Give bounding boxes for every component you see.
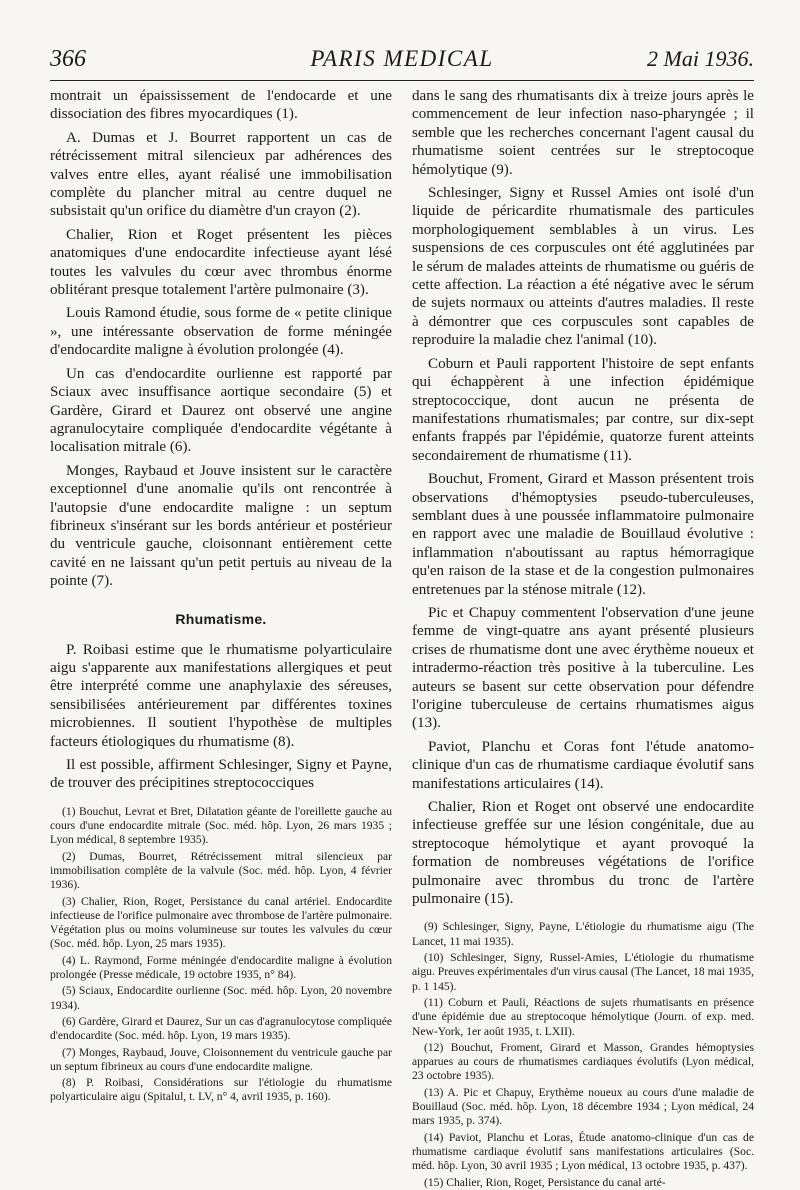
page-number: 366 <box>50 46 86 72</box>
body-paragraph: Chalier, Rion et Roget présentent les pièces anatomiques d'une endocardite infectieuse ayant lésé toutes les valvules du cœur avec thrombus énorme oblitérant presque totalement l'artère pulmonaire (3). <box>50 226 392 299</box>
body-paragraph: Coburn et Pauli rapportent l'histoire de sept enfants qui échappèrent à une infection épidémique streptococcique, dont aucun ne présenta de manifestations rhumatismales; par contre, sur dix-sept enfants frappés par l'épidémie, quatorze furent atteints secondairement de rhumatisme (11). <box>412 355 754 464</box>
issue-date: 2 Mai 1936. <box>647 46 754 71</box>
footnote: (5) Sciaux, Endocardite ourlienne (Soc. méd. hôp. Lyon, 20 novembre 1934). <box>50 984 392 1012</box>
body-paragraph: Schlesinger, Signy et Russel Amies ont isolé d'un liquide de péricardite rhumatismale des particules morphologiquement semblables à un virus. Les suspensions de ces corpuscules ont été agglutinées par le sérum de malades atteints de rhumatisme ou guéris de cette affection. La réaction a été négative avec le sérum de sujets normaux ou atteints d'autres maladies. Il reste à démontrer que ces corpuscules sont capables de reproduire la maladie chez l'animal (10). <box>412 185 754 349</box>
body-paragraph: Il est possible, affirment Schlesinger, Signy et Payne, de trouver des précipitines streptococciques <box>50 757 392 792</box>
footnote: (13) A. Pic et Chapuy, Erythème noueux au cours d'une maladie de Bouillaud (Soc. méd. hôp. Lyon, 18 décembre 1934 ; Lyon médical, 24 mars 1935, p. 374). <box>412 1085 754 1128</box>
footnote: (12) Bouchut, Froment, Girard et Masson, Grandes hémoptysies apparues au cours de rhumatismes cardiaques évolutifs (Lyon médical, 23 octobre 1935). <box>412 1040 754 1083</box>
body-paragraph: Pic et Chapuy commentent l'observation d'une jeune femme de vingt-quatre ans ayant présenté plusieurs crises de rhumatisme dont une avec érythème noueux et intradermo-réaction très positive à la tuberculine. Les auteurs se basent sur cette observation pour défendre l'origine tuberculeuse de certains rhumatismes aigus (13). <box>412 604 754 732</box>
footnote: (8) P. Roibasi, Considérations sur l'étiologie du rhumatisme polyarticulaire aigu (Spitalul, t. LV, n° 4, avril 1935, p. 160). <box>50 1076 392 1104</box>
footnote: (2) Dumas, Bourret, Rétrécissement mitral silencieux par immobilisation complète de la valvule (Soc. méd. hôp. Lyon, 4 février 1936). <box>50 849 392 892</box>
journal-title: PARIS MEDICAL <box>310 46 494 71</box>
body-paragraph: Paviot, Planchu et Coras font l'étude anatomo-clinique d'un cas de rhumatisme cardiaque évolutif sans manifestations articulaires (14). <box>412 738 754 792</box>
footnote: (1) Bouchut, Levrat et Bret, Dilatation géante de l'oreillette gauche au cours d'une endocardite mitrale (Soc. méd. hôp. Lyon, 26 mars 1935 ; Lyon médical, 8 septembre 1935). <box>50 804 392 847</box>
footnote: (7) Monges, Raybaud, Jouve, Cloisonnement du ventricule gauche par un septum fibrineux au cours d'une endocardite maligne. <box>50 1045 392 1073</box>
body-paragraph: Bouchut, Froment, Girard et Masson présentent trois observations d'hémoptysies pseudo-tuberculeuses, semblant dues à une poussée inflammatoire pulmonaire en rapport avec une maladie de Bouillaud évolutive : inflammation n'aboutissant au raptus hémorragique qu'en raison de la stase et de la congestion pulmonaires entretenues par la sténose mitrale (12). <box>412 471 754 598</box>
footnotes-left <box>50 805 392 1105</box>
body-paragraph: dans le sang des rhumatisants dix à treize jours après le commencement de leur infection naso-pharyngée ; il semble que les recherches concernant l'agent causal du rhumatisme soient centrées sur le streptocoque hémolytique (9). <box>412 88 754 178</box>
two-column-body <box>50 87 754 1190</box>
footnote: (9) Schlesinger, Signy, Payne, L'étiologie du rhumatisme aigu (The Lancet, 11 mai 1935). <box>412 920 754 948</box>
section-heading: Rhumatisme. <box>175 610 267 627</box>
body-paragraph: P. Roibasi estime que le rhumatisme polyarticulaire aigu s'apparente aux manifestations allergiques et peut être interprété comme une anaphylaxie des séreuses, sensibilisées antérieurement par différentes toxines microbiennes. Il soutient l'hypothèse de multiples facteurs étiologiques du rhumatisme (8). <box>50 641 392 750</box>
footnote: (4) L. Raymond, Forme méningée d'endocardite maligne à évolution prolongée (Presse médicale, 19 octobre 1935, n° 84). <box>50 953 392 982</box>
footnote: (11) Coburn et Pauli, Réactions de sujets rhumatisants en présence d'une épidémie due au streptocoque hémolytique (Journ. of exp. med. New-York, 1er août 1935, t. LXII). <box>412 995 754 1038</box>
footnote: (6) Gardère, Girard et Daurez, Sur un cas d'agranulocytose compliquée d'endocardite (Soc. méd. hôp. Lyon, 19 mars 1935). <box>50 1014 392 1043</box>
footnote: (3) Chalier, Rion, Roget, Persistance du canal artériel. Endocardite infectieuse de l'orifice pulmonaire avec thrombose de l'artère pulmonaire. Végétation plus ou moins volumineuse sur toutes les valvules du cœur (Soc. méd. hôp. Lyon, 25 mars 1935). <box>50 894 392 951</box>
body-paragraph: A. Dumas et J. Bourret rapportent un cas de rétrécissement mitral silencieux par adhérences des valves entre elles, ayant réalisé une immobilisation complète du plancher mitral au centre duquel ne subsistait qu'un orifice du diamètre d'un crayon (2). <box>50 129 392 220</box>
body-paragraph: montrait un épaississement de l'endocarde et une dissociation des fibres myocardiques (1). <box>50 88 392 123</box>
body-paragraph: Chalier, Rion et Roget ont observé une endocardite infectieuse greffée sur une lésion congénitale, due au streptocoque hémolytique et ayant provoqué la formation de nombreuses végétations de l'orifice pulmonaire avec thrombus du tronc de l'artère pulmonaire (15). <box>412 799 754 908</box>
body-paragraph: Monges, Raybaud et Jouve insistent sur le caractère exceptionnel d'une anomalie qu'ils ont rencontrée à l'autopsie d'une endocardite maligne : un septum fibrineux s'insérant sur les bords antérieur et postérieur du ventricule gauche, cloisonnant entièrement cette cavité en ne laissant qu'un petit pertuis au niveau de la pointe (7). <box>50 462 392 590</box>
body-paragraph: Louis Ramond étudie, sous forme de « petite clinique », une intéressante observation de forme méningée d'endocardite maligne à évolution prolongée (4). <box>50 305 392 359</box>
footnotes-right <box>412 920 754 1189</box>
footnote: (10) Schlesinger, Signy, Russel-Amies, L'étiologie du rhumatisme aigu. Preuves expérimentales d'un virus causal (The Lancet, 18 mai 1935, p. 1 145). <box>412 951 754 993</box>
footnote: (14) Paviot, Planchu et Loras, Étude anatomo-clinique d'un cas de rhumatisme cardiaque évolutif sans manifestations articulaires (Soc. méd. hôp. Lyon, 30 avril 1935 ; Lyon médical, 13 octobre 1935, p. 437). <box>412 1130 754 1173</box>
body-paragraph: Un cas d'endocardite ourlienne est rapporté par Sciaux avec insuffisance aortique secondaire (5) et Gardère, Girard et Daurez ont observé une angine agranulocytaire compliquée d'endocardite végétante à localisation mitrale (6). <box>50 365 392 456</box>
left-column <box>50 87 392 1190</box>
right-column <box>412 87 754 1190</box>
page-header <box>50 46 754 81</box>
footnote: (15) Chalier, Rion, Roget, Persistance du canal arté- <box>424 1175 666 1189</box>
